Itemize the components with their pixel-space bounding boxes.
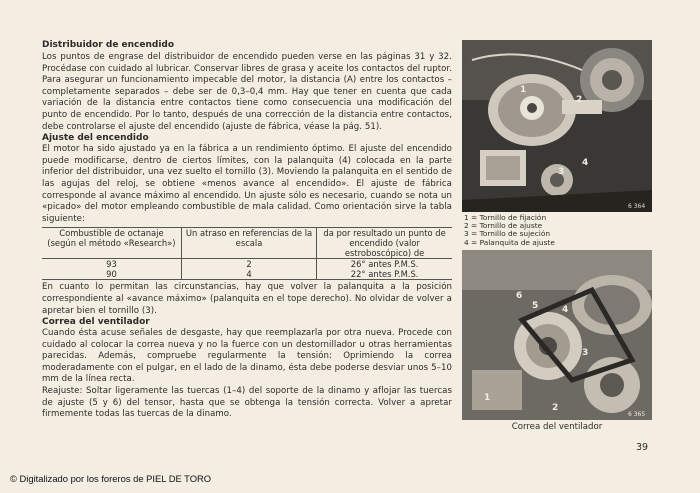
ignition-table — [42, 227, 452, 280]
section-body-distribuidor: Los puntos de engrase del distribuidor de encendido pueden verse en las páginas 31 y 32. Procédase con cuidado al lubricar. Conservar libres de grasa y aceite los contactos del ruptor. Para asegurar un funcionamiento impecable del motor, la distancia (A) entre los contactos – completamente separados – debe ser de 0,3–0,4 mm. Hay que tener en cuenta que cada variación de la distancia entre contactos tiene como consecuencia una modificación del punto de encendido. Por lo tanto, después de una corrección de la distancia entre contactos, debe controlarse el ajuste del encendido (ajuste de fábrica, véase la pág. 51). — [42, 52, 452, 132]
section-body-correa: Cuando ésta acuse señales de desgaste, hay que reemplazarla por otra nueva. Procede con cuidado al colocar la correa nueva y no la fuerce con un destornillador u otras herramientas parecidas. Además, compruebe regularmente la tensión: Oprimiendo la correa moderadamente con el pulgar, en el lado de la dinamo, ésta debe poderse desviar unos 5–10 mm de la línea recta. — [42, 328, 452, 385]
text-column — [42, 40, 452, 421]
legend-item: 4 = Palanquita de ajuste — [464, 237, 555, 247]
section-body-ajuste: El motor ha sido ajustado ya en la fábrica a un rendimiento óptimo. El ajuste del encendido puede modificarse, dentro de ciertos límites, con la palanquita (4) colocada en la parte inferior del distribuidor, una vez suelto el tornillo (3). Moviendo la palanquita en el sentido de las agujas del reloj, se obtiene «menos avance al encendido». El ajuste de fábrica corresponde al avance máximo al encendido. Un ajuste sólo es necesario, cuando se nota un «picado» del motor empleando combustible de mala calidad. Como orientación sirve la tabla siguiente: — [42, 144, 452, 224]
table-row — [42, 269, 452, 280]
figure1-callout: 4 — [582, 158, 589, 168]
legend-item: 2 = Tornillo de ajuste — [464, 221, 543, 231]
table-header-result: da por resultado un punto de encendido (valor estroboscópico) de — [317, 228, 452, 259]
table-header-delay: Un atraso en referencias de la escala — [181, 228, 316, 259]
figure2-caption: Correa del ventilador — [511, 422, 603, 432]
figure2-callout: 2 — [552, 403, 559, 413]
legend-item: 3 = Tornillo de sujeción — [464, 229, 551, 239]
fan-belt-photo — [462, 250, 652, 420]
section-title-correa: Correa del ventilador — [42, 317, 150, 328]
figure2-callout: 3 — [582, 348, 589, 358]
table-cell: 4 — [181, 269, 316, 280]
figure2-code: 6 365 — [628, 411, 646, 418]
table-cell: 93 — [106, 259, 117, 270]
figure2-callout: 4 — [562, 305, 569, 315]
section-after-table: En cuanto lo permitan las circunstancias, hay que volver la palanquita a la posición correspondiente al «avance máximo» (palanquita en el tope derecho). No olvidar de volver a apretar bien el tornillo (3). — [42, 282, 452, 316]
figure1-legend — [464, 214, 654, 247]
table-cell: 2 — [181, 259, 316, 270]
table-cell: 26° antes P.M.S. — [317, 259, 452, 270]
table-header-octane: Combustible de octanaje (según el método «Research») — [47, 228, 176, 249]
figure1-code: 6 364 — [628, 203, 646, 210]
copyright-notice: © Digitalizado por los foreros de PIEL DE TORO — [10, 473, 212, 484]
figure1-callout: 3 — [558, 167, 565, 177]
figure2-callout: 1 — [484, 393, 491, 403]
figure2-callout: 5 — [532, 301, 539, 311]
distributor-photo — [462, 40, 652, 212]
page-number: 39 — [636, 442, 649, 453]
section-title-ajuste: Ajuste del encendido — [42, 133, 149, 144]
table-header-row — [42, 228, 452, 259]
figure1-callout: 2 — [576, 95, 583, 105]
table-row — [42, 259, 452, 270]
figure2-callout: 6 — [516, 291, 523, 301]
table-cell: 90 — [106, 269, 117, 280]
legend-item: 1 = Tornillo de fijación — [464, 213, 547, 222]
section-title-distribuidor: Distribuidor de encendido — [42, 40, 175, 50]
section-reajuste: Reajuste: Soltar ligeramente las tuercas (1–4) del soporte de la dinamo y aflojar las tuercas de ajuste (5 y 6) del tensor, hasta que se obtenga la tensión correcta. Volver a apretar firmemente todas las tuercas de la dinamo. — [42, 386, 452, 420]
table-cell: 22° antes P.M.S. — [317, 269, 452, 280]
figure1-callout: 1 — [520, 85, 527, 95]
